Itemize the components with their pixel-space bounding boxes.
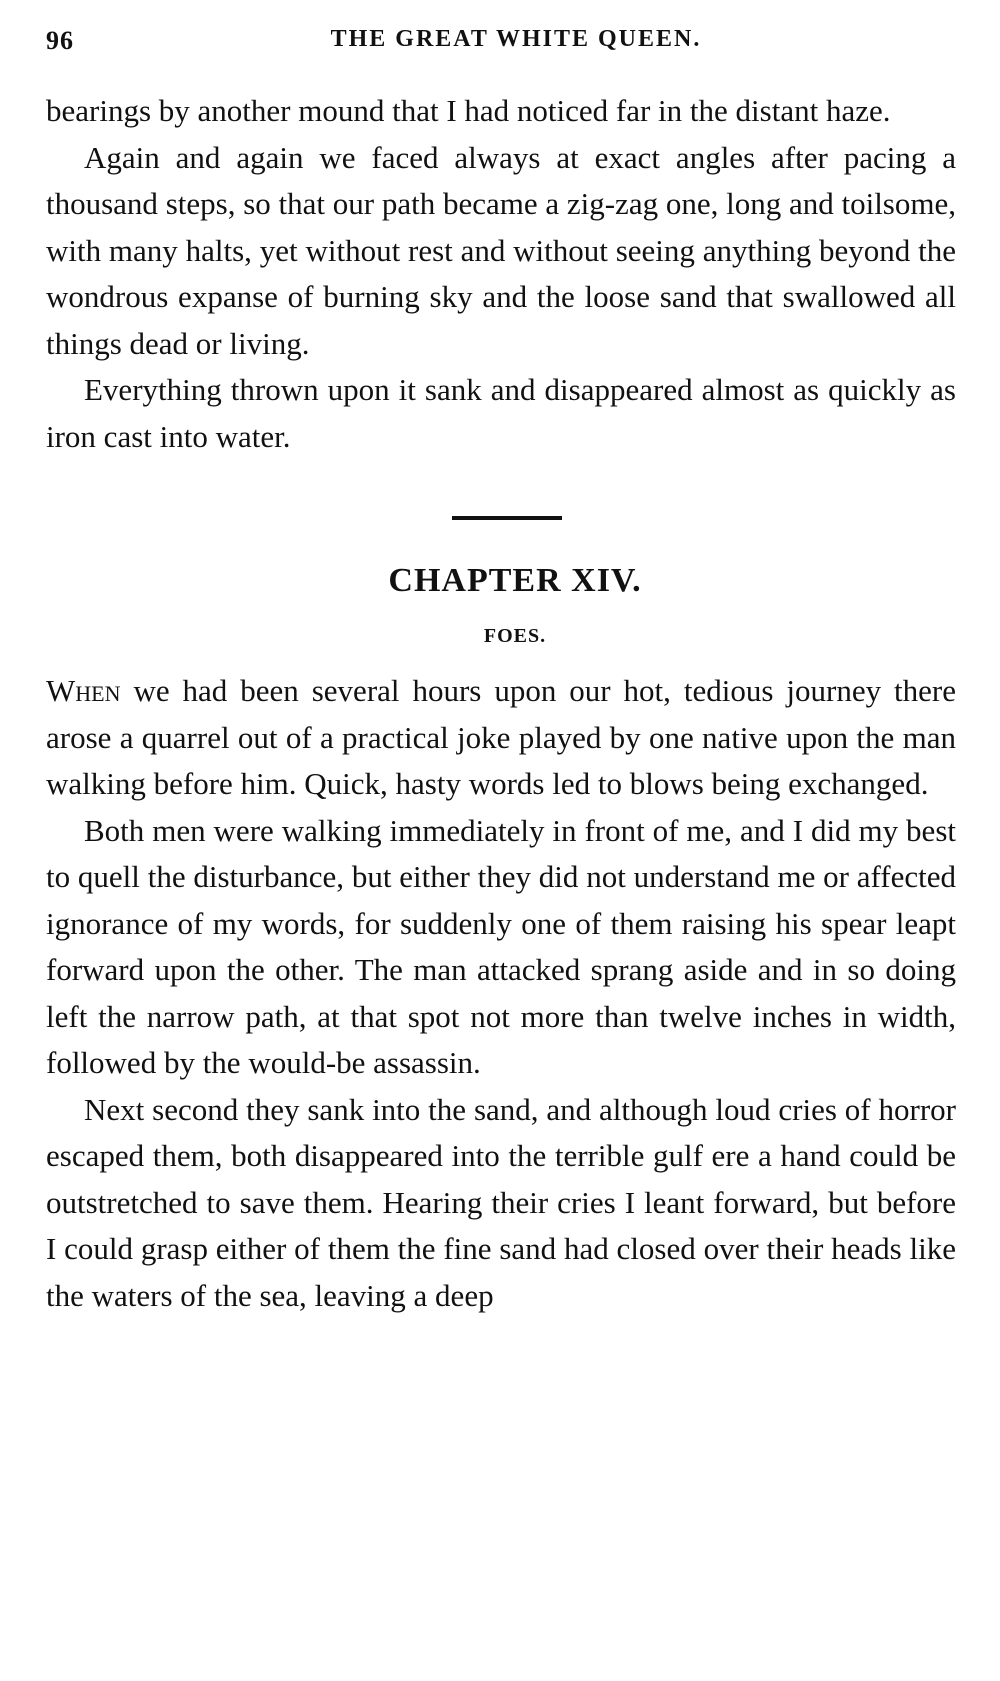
section-divider <box>46 460 956 556</box>
paragraph: Both men were walking immediately in front of me, and I did my best to quell the disturbance, but either they did not understand me or affected ignorance of my words, for suddenly one of them raising his spear leapt forward upon the other. The man attacked sprang aside and in so doing left the narrow path, at that spot not more than twelve inches in width, followed by the would-be assassin. <box>46 812 956 1080</box>
paragraph: Everything thrown upon it sank and disappeared almost as quickly as iron cast into water. <box>46 372 956 454</box>
chapter-opening-paragraph <box>46 668 956 808</box>
page-header <box>46 26 946 66</box>
paragraph: Next second they sank into the sand, and although loud cries of horror escaped them, both disappeared into the terrible gulf ere a hand could be outstretched to save them. Hearing their cries I leant forward, but before I could grasp either of them the fine sand had closed over their heads like the waters of the sea, leaving a deep <box>46 1091 956 1313</box>
opening-text: we had been several hours upon our hot, tedious journey there arose a quarrel out of a practical joke played by one native upon the man walking before him. Quick, hasty words led to blows being exchanged. <box>46 673 956 801</box>
body-text <box>46 88 956 1319</box>
running-head: THE GREAT WHITE QUEEN. <box>330 26 702 52</box>
page-number: 96 <box>46 26 74 55</box>
horizontal-rule <box>452 516 562 520</box>
chapter-title: CHAPTER XIV. <box>388 562 642 599</box>
paragraph-continued: bearings by another mound that I had noticed far in the distant haze. <box>46 93 891 128</box>
opening-word: When <box>46 673 121 708</box>
paragraph: Again and again we faced always at exact angles after pacing a thousand steps, so that our path became a zig-zag one, long and toilsome, with many halts, yet without rest and without seeing anything beyond the wondrous expanse of burning sky and the loose sand that swallowed all things dead or living. <box>46 139 956 361</box>
chapter-subtitle: FOES. <box>483 625 547 647</box>
